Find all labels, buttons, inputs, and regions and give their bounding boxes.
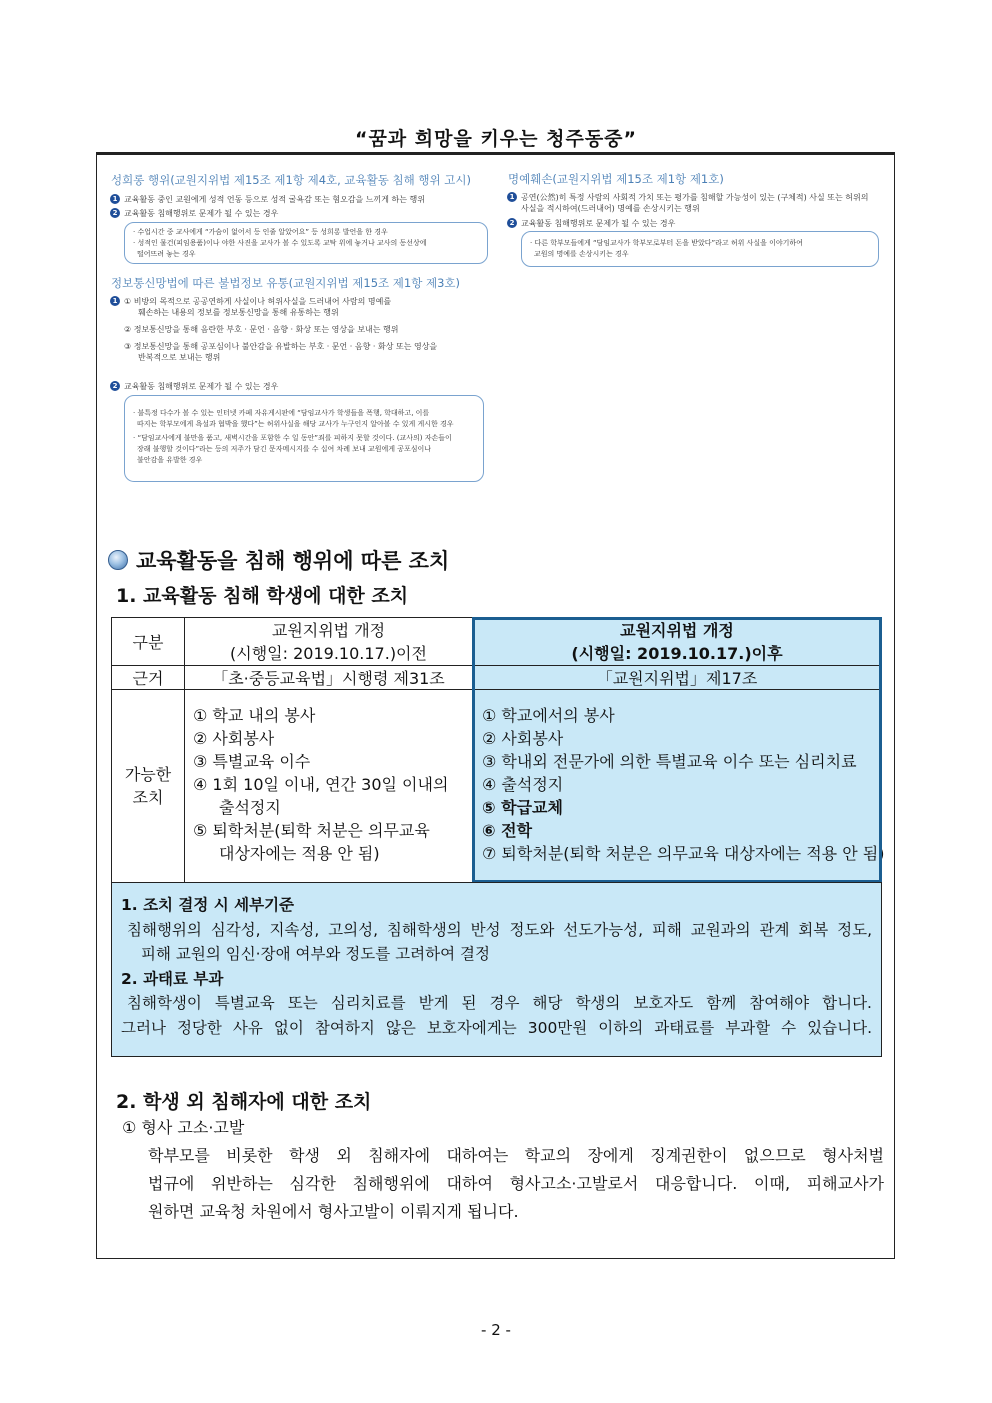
info-item-cont: 훼손하는 내용의 정보를 정보통신망을 통해 유통하는 행위 (138, 308, 339, 317)
example-box: · 수업시간 중 교사에게 “가슴이 없어서 등 인줄 알았어요” 등 성희롱 발언을 한 경우 · 성적인 물건(피임용품)이나 야한 사진을 교사가 볼 수 있도록 교탁 위에 놓거나 교사의 동선상에 떨어뜨려 놓는 경우 (124, 222, 488, 264)
notes-title-1: 1. 조치 결정 시 세부기준 (121, 896, 295, 914)
list-item: ③ 특별교육 이수 (193, 752, 311, 771)
info-item-cont: 반복적으로 보내는 행위 (138, 353, 221, 362)
info-item: 1 공연(公然)히 특정 사람의 사회적 가치 또는 평가를 침해할 가능성이 있는 (구체적) 사실 또는 허위의 (507, 192, 868, 203)
notes-paragraph: 그러나 정당한 사유 없이 참여하지 않은 보호자에게는 300만원 이하의 과태료를 부과할 수 있습니다. (121, 1018, 872, 1037)
number-badge-2: 2 (110, 381, 120, 391)
number-badge-1: 1 (110, 296, 120, 306)
table-measures-before (184, 689, 473, 883)
list-item: ② 사회봉사 (482, 729, 564, 748)
subsection-title-2: 2. 학생 외 침해자에 대한 조치 (116, 1091, 372, 1113)
info-item: 2 교육활동 침해행위로 문제가 될 수 있는 경우 (110, 208, 278, 219)
list-item: ⑤ 학급교체 (482, 798, 563, 817)
list-item: ④ 1회 10일 이내, 연간 30일 이내의 (193, 775, 449, 794)
info-item: 1 ① 비방의 목적으로 공공연하게 사실이나 허위사실을 드러내어 사람의 명예를 (110, 296, 391, 307)
number-badge-1: 1 (110, 194, 120, 204)
page-header-title: “꿈과 희망을 키우는 청주동중” (354, 128, 638, 150)
info-title-illegal-info: 정보통신망법에 따른 불법정보 유통(교원지위법 제15조 제1항 제3호) (111, 276, 461, 290)
list-item: ① 학교 내의 봉사 (193, 706, 316, 725)
info-item: ③ 정보통신망을 통해 공포심이나 불안감을 유발하는 부호 · 문언 · 음향 · 화상 또는 영상을 (124, 342, 438, 351)
notes-paragraph: 피해 교원의 임신·장애 여부와 정도를 고려하여 결정 (141, 945, 490, 963)
list-item: ⑥ 전학 (482, 821, 533, 840)
list-item: ⑤ 퇴학처분(퇴학 처분은 의무교육 (193, 821, 430, 840)
body-paragraph: 학부모를 비롯한 학생 외 침해자에 대하여는 학교의 장에게 징계권한이 없으므로 형사처벌 법규에 위반하는 심각한 침해행위에 대하여 형사고소·고발로서 대응합니다. 이때, 피해교사가 원하면 교육청 차원에서 형사고발이 이뤄지게 됩니다. (148, 1146, 884, 1221)
list-item: ③ 학내외 전문가에 의한 특별교육 이수 또는 심리치료 (482, 752, 857, 771)
table-basis-label: 근거 (111, 665, 185, 690)
highlight-frame (472, 617, 885, 883)
list-item: ① 학교에서의 봉사 (482, 706, 615, 725)
notes-box (111, 882, 882, 1057)
number-badge-1: 1 (507, 192, 517, 202)
table-header-category: 구분 (111, 617, 185, 666)
info-title-defamation: 명예훼손(교원지위법 제15조 제1항 제1호) (508, 172, 724, 186)
table-header-after: 교원지위법 개정 (시행일: 2019.10.17.)이후 (472, 617, 882, 666)
info-item: 1 교육활동 중인 교원에게 성적 언동 등으로 성적 굴욕감 또는 혐오감을 느끼게 하는 행위 (110, 194, 425, 205)
notes-title-2: 2. 과태료 부과 (121, 969, 224, 988)
info-item: ② 정보통신망을 통해 음란한 부호 · 문언 · 음향 · 화상 또는 영상을 보내는 행위 (124, 325, 399, 334)
notes-paragraph: 침해학생이 특별교육 또는 심리치료를 받게 된 경우 해당 학생의 보호자도 함께 참여해야 합니다. (127, 994, 872, 1012)
example-box: · 불특정 다수가 볼 수 있는 인터넷 카페 자유게시판에 “담임교사가 학생들을 폭행, 학대하고, 이를 따지는 학부모에게 욕설과 협박을 했다”는 허위사실을 해당 교사가 누구인지 알아볼 수 있게 게시한 경우 · “담임교사에게 불만을 품고, 새벽시간을 포함한 수 일 동안”죄를 피하지 못할 것이다. (교사의) 자손들이 장래 불행할 것이다”라는 등의 저주가 담긴 문자메시지를 수 십여 차례 보내 교원에게 공포심이나 불안감을 유발한 경우 (124, 395, 484, 482)
list-item: ⑦ 퇴학처분(퇴학 처분은 의무교육 대상자에는 적용 안 됨) (482, 844, 885, 863)
table-basis-before: 「초·중등교육법」시행령 제31조 (184, 665, 473, 690)
info-item-cont: 사실을 적시하여(드러내어) 명예를 손상시키는 행위 (521, 204, 700, 213)
page-number: - 2 - (481, 1321, 511, 1339)
example-box: · 다른 학부모들에게 “담임교사가 학부모로부터 돈을 받았다”라고 허위 사실을 이야기하여 교원의 명예를 손상시키는 경우 (521, 231, 879, 267)
number-badge-2: 2 (507, 218, 517, 228)
section-title: 교육활동을 침해 행위에 따른 조치 (108, 545, 449, 575)
round-bullet-icon (108, 550, 128, 570)
info-item: 2 교육활동 침해행위로 문제가 될 수 있는 경우 (110, 381, 278, 392)
info-item: 2 교육활동 침해행위로 문제가 될 수 있는 경우 (507, 218, 675, 229)
list-item: 대상자에는 적용 안 됨) (219, 844, 380, 863)
table-measures-label: 가능한 조치 (111, 689, 185, 883)
list-item: 출석정지 (219, 798, 281, 817)
list-item: ② 사회봉사 (193, 729, 275, 748)
table-header-before: 교원지위법 개정 (시행일: 2019.10.17.)이전 (184, 617, 473, 666)
info-title-sexual-harassment: 성희롱 행위(교원지위법 제15조 제1항 제4호, 교육활동 침해 행위 고시) (111, 173, 471, 187)
table-basis-after: 「교원지위법」제17조 (472, 665, 882, 690)
number-badge-2: 2 (110, 208, 120, 218)
list-item: ④ 출석정지 (482, 775, 564, 794)
list-item: ① 형사 고소·고발 (122, 1118, 245, 1137)
subsection-title-1: 1. 교육활동 침해 학생에 대한 조치 (116, 585, 409, 607)
notes-paragraph: 침해행위의 심각성, 지속성, 고의성, 침해학생의 반성 정도와 선도가능성, 피해 교원과의 관계 회복 정도, (127, 920, 872, 939)
